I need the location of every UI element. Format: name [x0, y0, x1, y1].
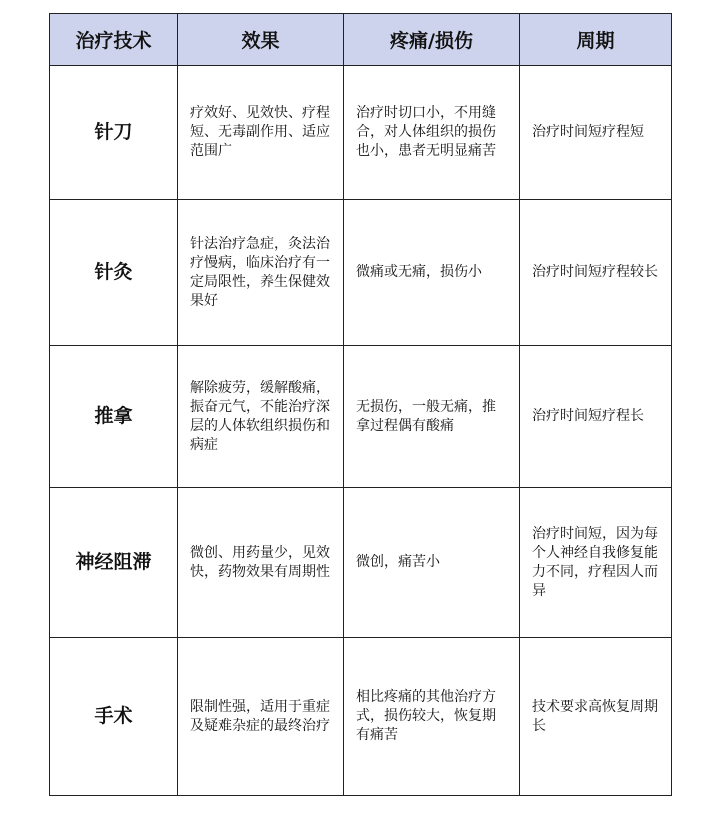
period-cell: 治疗时间短疗程短 — [520, 66, 672, 200]
effect-cell: 限制性强，适用于重症及疑难杂症的最终治疗 — [178, 638, 344, 796]
technique-name: 针刀 — [50, 66, 178, 200]
pain-cell: 相比疼痛的其他治疗方式，损伤较大，恢复期有痛苦 — [344, 638, 520, 796]
period-cell: 治疗时间短，因为每个人神经自我修复能力不同，疗程因人而异 — [520, 488, 672, 638]
table-body — [50, 66, 672, 796]
table-row — [50, 488, 672, 638]
effect-cell: 微创、用药量少，见效快，药物效果有周期性 — [178, 488, 344, 638]
technique-name: 神经阻滞 — [50, 488, 178, 638]
table-row — [50, 346, 672, 488]
header-period: 周期 — [520, 14, 672, 66]
effect-cell: 疗效好、见效快、疗程短、无毒副作用、适应范围广 — [178, 66, 344, 200]
table-row — [50, 200, 672, 346]
period-cell: 治疗时间短疗程较长 — [520, 200, 672, 346]
header-pain-injury: 疼痛/损伤 — [344, 14, 520, 66]
pain-cell: 微痛或无痛，损伤小 — [344, 200, 520, 346]
pain-cell: 治疗时切口小，不用缝合，对人体组织的损伤也小，患者无明显痛苦 — [344, 66, 520, 200]
header-row — [50, 14, 672, 66]
header-effect: 效果 — [178, 14, 344, 66]
period-cell: 技术要求高恢复周期长 — [520, 638, 672, 796]
period-cell: 治疗时间短疗程长 — [520, 346, 672, 488]
pain-cell: 无损伤，一般无痛，推拿过程偶有酸痛 — [344, 346, 520, 488]
technique-name: 手术 — [50, 638, 178, 796]
technique-name: 针灸 — [50, 200, 178, 346]
effect-cell: 解除疲劳，缓解酸痛，振奋元气，不能治疗深层的人体软组织损伤和病症 — [178, 346, 344, 488]
effect-cell: 针法治疗急症，灸法治疗慢病，临床治疗有一定局限性，养生保健效果好 — [178, 200, 344, 346]
table-row — [50, 638, 672, 796]
table-header — [50, 14, 672, 66]
pain-cell: 微创，痛苦小 — [344, 488, 520, 638]
header-technique: 治疗技术 — [50, 14, 178, 66]
technique-name: 推拿 — [50, 346, 178, 488]
treatment-comparison-table — [49, 13, 672, 796]
table-row — [50, 66, 672, 200]
